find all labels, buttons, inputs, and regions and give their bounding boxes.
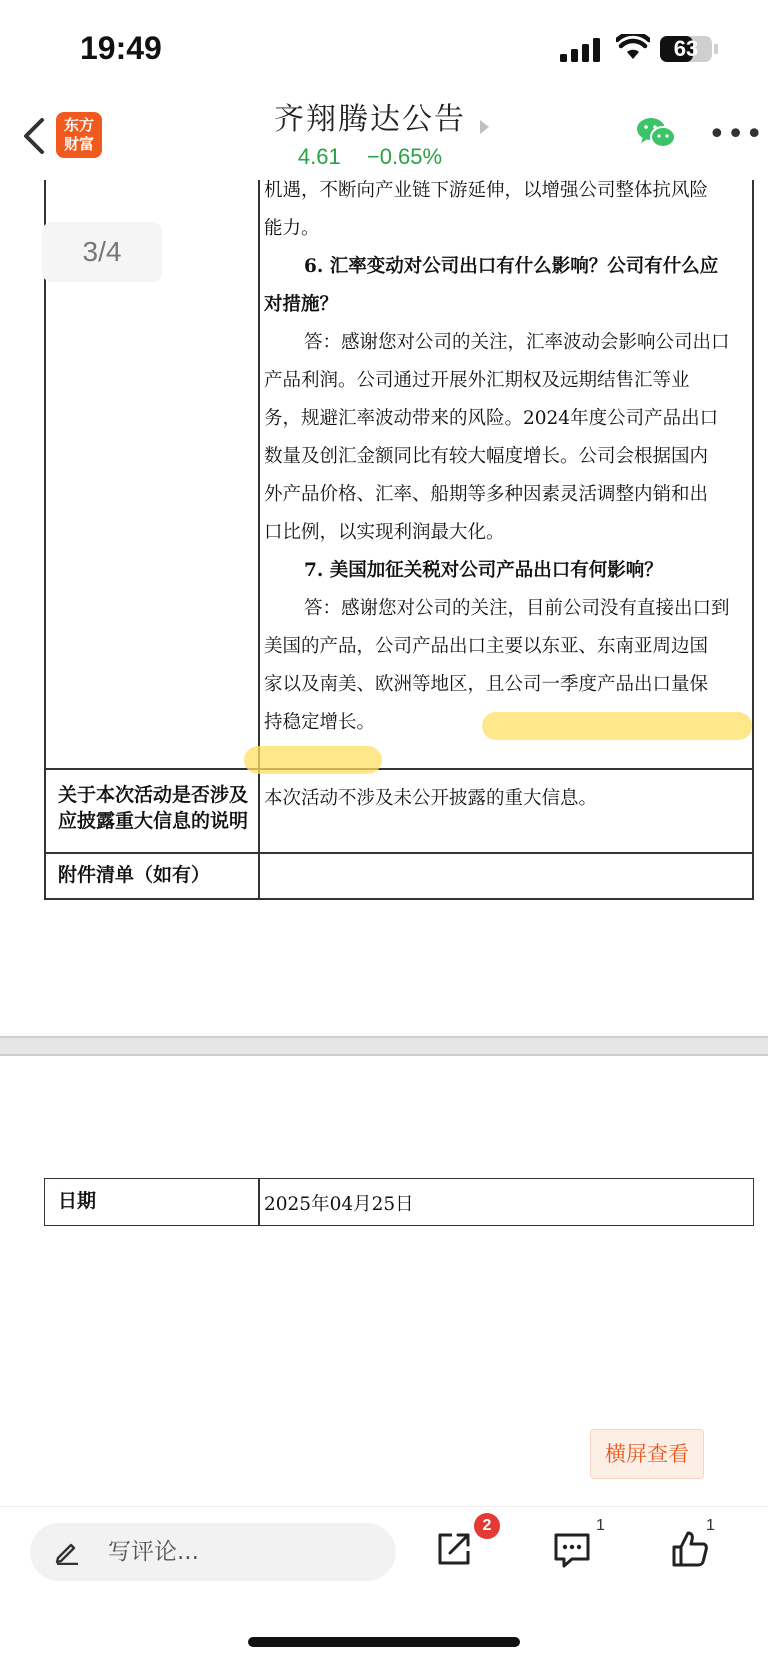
- page-indicator: 3/4: [42, 222, 162, 282]
- comment-input[interactable]: [30, 1523, 396, 1581]
- text-line: 能力。: [264, 218, 320, 239]
- like-count: 1: [706, 1517, 715, 1534]
- question-line: 对措施？: [264, 294, 339, 315]
- table-row-divider: [44, 852, 754, 854]
- text-line: 机遇，不断向产业链下游延伸，以增强公司整体抗风险: [264, 180, 709, 201]
- share-badge: 2: [474, 1513, 500, 1539]
- status-time: 19:49: [80, 30, 162, 66]
- nav-bar: [0, 100, 768, 180]
- date-value: 2025年04月25日: [264, 1194, 414, 1215]
- table-border-left: [44, 180, 46, 900]
- battery-level: 63: [673, 36, 699, 61]
- share-icon[interactable]: [434, 1529, 474, 1569]
- status-bar: [0, 0, 768, 100]
- stock-price: 4.61: [297, 144, 341, 169]
- stock-change: −0.65%: [366, 144, 443, 169]
- comment-icon[interactable]: [552, 1529, 592, 1569]
- table-border-bottom: [44, 898, 754, 900]
- pen-icon: [54, 1539, 80, 1565]
- disclosure-value: 本次活动不涉及未公开披露的重大信息。: [264, 788, 598, 809]
- question-line: 6. 汇率变动对公司出口有什么影响？公司有什么应: [304, 256, 719, 277]
- text-line: 数量及创汇金额同比有较大幅度增长。公司会根据国内: [264, 446, 709, 467]
- text-line: 家以及南美、欧洲等地区，且公司一季度产品出口量保: [264, 674, 709, 695]
- disclosure-label-line: 应披露重大信息的说明: [58, 810, 249, 832]
- text-line: 外产品价格、汇率、船期等多种因素灵活调整内销和出: [264, 484, 709, 505]
- landscape-view-button[interactable]: 横屏查看: [590, 1429, 704, 1479]
- disclosure-label: [58, 782, 248, 834]
- text-line: 持稳定增长。: [264, 712, 376, 733]
- stock-quote: [0, 144, 740, 170]
- comment-placeholder: 写评论...: [108, 1539, 199, 1565]
- table-border-mid: [258, 180, 260, 900]
- like-thumb-icon[interactable]: [670, 1529, 710, 1569]
- more-options-icon[interactable]: •••: [708, 117, 765, 152]
- text-line: 口比例，以实现利润最大化。: [264, 522, 505, 543]
- text-line: 答：感谢您对公司的关注，目前公司没有直接出口到: [304, 598, 730, 619]
- table-row-divider: [44, 768, 754, 770]
- wifi-icon: [616, 34, 650, 60]
- home-indicator: [248, 1637, 520, 1647]
- highlight-mark: [244, 746, 382, 774]
- date-table-divider: [258, 1178, 260, 1226]
- question-line: 7. 美国加征关税对公司产品出口有何影响？: [304, 560, 663, 581]
- text-line: 产品利润。公司通过开展外汇期权及远期结售汇等业: [264, 370, 690, 391]
- comment-count: 1: [596, 1517, 605, 1534]
- date-label: 日期: [58, 1190, 97, 1212]
- cellular-signal-icon: [560, 38, 602, 62]
- table-border-right: [752, 180, 754, 900]
- text-line: 美国的产品，公司产品出口主要以东亚、东南亚周边国: [264, 636, 709, 657]
- logo-line-2: 财富: [63, 135, 94, 153]
- text-line: 务，规避汇率波动带来的风险。2024年度公司产品出口: [264, 408, 719, 429]
- text-line: 答：感谢您对公司的关注，汇率波动会影响公司出口: [304, 332, 730, 353]
- logo-line-1: 东方: [63, 116, 94, 134]
- highlight-mark: [482, 712, 752, 740]
- wechat-share-icon[interactable]: [636, 116, 676, 150]
- page-separator: [0, 1036, 768, 1056]
- page-title[interactable]: 齐翔腾达公告: [274, 102, 466, 137]
- title-arrow-icon[interactable]: [480, 120, 489, 134]
- battery-icon: [660, 36, 712, 62]
- disclosure-label-line: 关于本次活动是否涉及: [58, 784, 249, 806]
- attachment-label: 附件清单（如有）: [58, 864, 211, 886]
